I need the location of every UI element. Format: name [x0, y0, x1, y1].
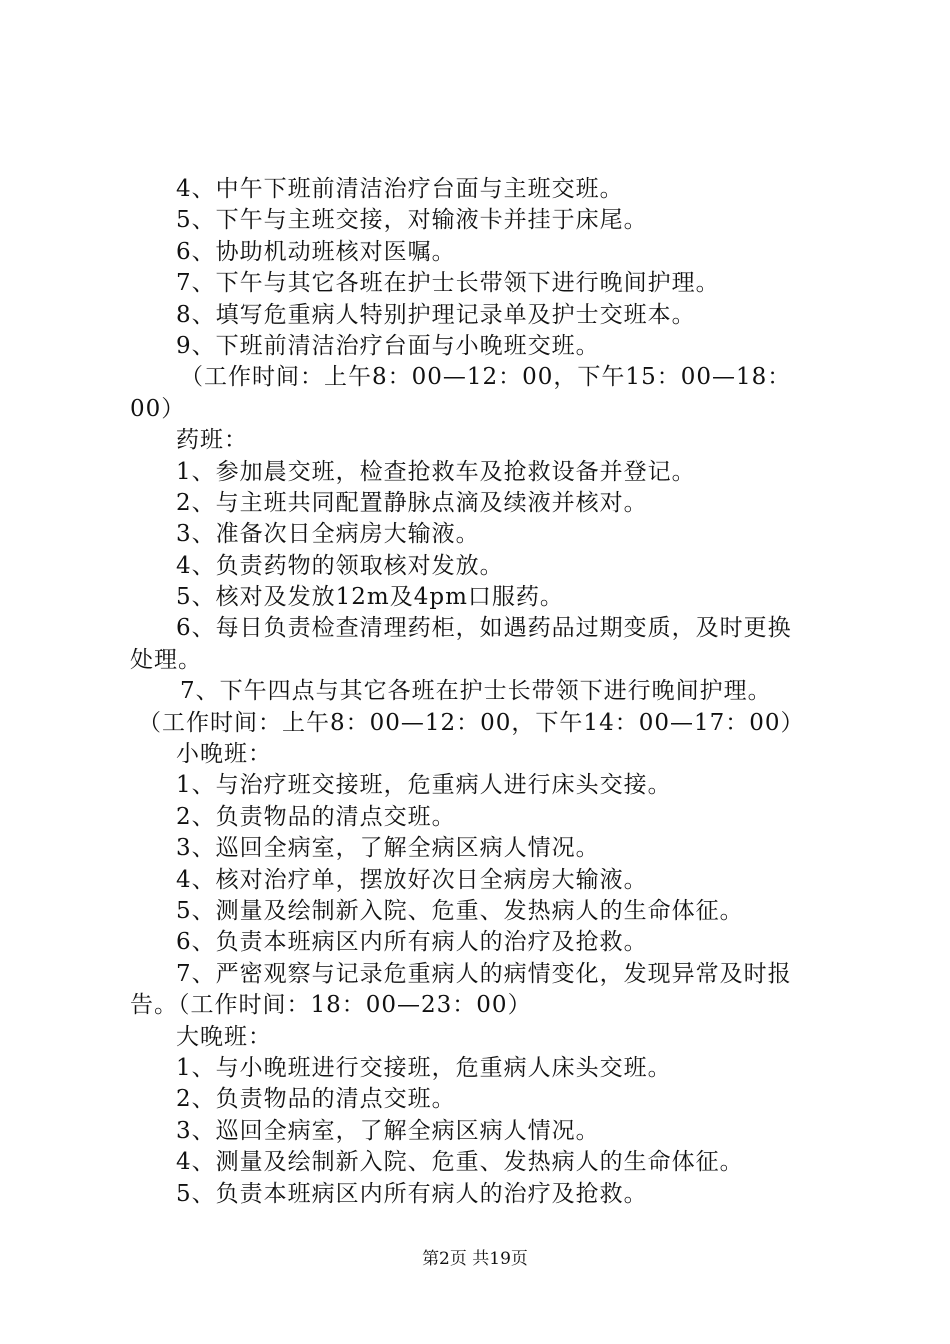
paragraph-line: 3、巡回全病室，了解全病区病人情况。: [176, 835, 600, 862]
paragraph-line: 1、与小晚班进行交接班，危重病人床头交班。: [176, 1054, 672, 1081]
paragraph-line: 1、与治疗班交接班，危重病人进行床头交接。: [176, 772, 672, 799]
page-footer: 第2页 共19页: [422, 1249, 528, 1269]
work-hours-line: 00）: [130, 395, 186, 422]
paragraph-line: 3、准备次日全病房大输液。: [176, 521, 480, 548]
paragraph-line: 2、负责物品的清点交班。: [176, 1086, 456, 1113]
paragraph-line: 7、严密观察与记录危重病人的病情变化，发现异常及时报: [176, 960, 792, 987]
paragraph-line: 5、核对及发放12m及4pm口服药。: [176, 584, 564, 611]
paragraph-line: 6、负责本班病区内所有病人的治疗及抢救。: [176, 929, 648, 956]
work-hours-line: （工作时间：上午8：00—12：00，下午15：00—18：: [180, 364, 792, 391]
paragraph-line: 8、填写危重病人特别护理记录单及护士交班本。: [176, 301, 696, 328]
paragraph-line: 4、测量及绘制新入院、危重、发热病人的生命体征。: [176, 1149, 744, 1176]
paragraph-line: 4、中午下班前清洁治疗台面与主班交班。: [176, 176, 624, 202]
paragraph-line: 6、协助机动班核对医嘱。: [176, 238, 456, 265]
paragraph-line: 4、核对治疗单，摆放好次日全病房大输液。: [176, 866, 648, 893]
paragraph-line: 1、参加晨交班，检查抢救车及抢救设备并登记。: [176, 458, 696, 485]
section-heading: 药班：: [176, 427, 248, 454]
work-hours-line: 告。（工作时间：18：00—23：00）: [130, 992, 532, 1019]
paragraph-line: 5、负责本班病区内所有病人的治疗及抢救。: [176, 1180, 648, 1207]
paragraph-line: 7、下午四点与其它各班在护士长带领下进行晚间护理。: [180, 678, 772, 705]
paragraph-line: 9、下班前清洁治疗台面与小晚班交班。: [176, 332, 600, 359]
paragraph-line: 处理。: [130, 646, 202, 673]
paragraph-line: 7、下午与其它各班在护士长带领下进行晚间护理。: [176, 270, 720, 297]
paragraph-line: 5、下午与主班交接，对输液卡并挂于床尾。: [176, 207, 648, 234]
paragraph-line: 2、负责物品的清点交班。: [176, 803, 456, 830]
paragraph-line: 6、每日负责检查清理药柜，如遇药品过期变质，及时更换: [176, 615, 792, 642]
paragraph-line: 3、巡回全病室，了解全病区病人情况。: [176, 1117, 600, 1144]
paragraph-line: 4、负责药物的领取核对发放。: [176, 552, 504, 579]
work-hours-line: （工作时间：上午8：00—12：00，下午14：00—17：00）: [138, 709, 805, 736]
section-heading: 小晚班：: [176, 741, 272, 768]
section-heading: 大晚班：: [176, 1023, 272, 1050]
document-body: [130, 174, 835, 1210]
paragraph-line: 5、测量及绘制新入院、危重、发热病人的生命体征。: [176, 897, 744, 924]
paragraph-line: 2、与主班共同配置静脉点滴及续液并核对。: [176, 489, 648, 516]
